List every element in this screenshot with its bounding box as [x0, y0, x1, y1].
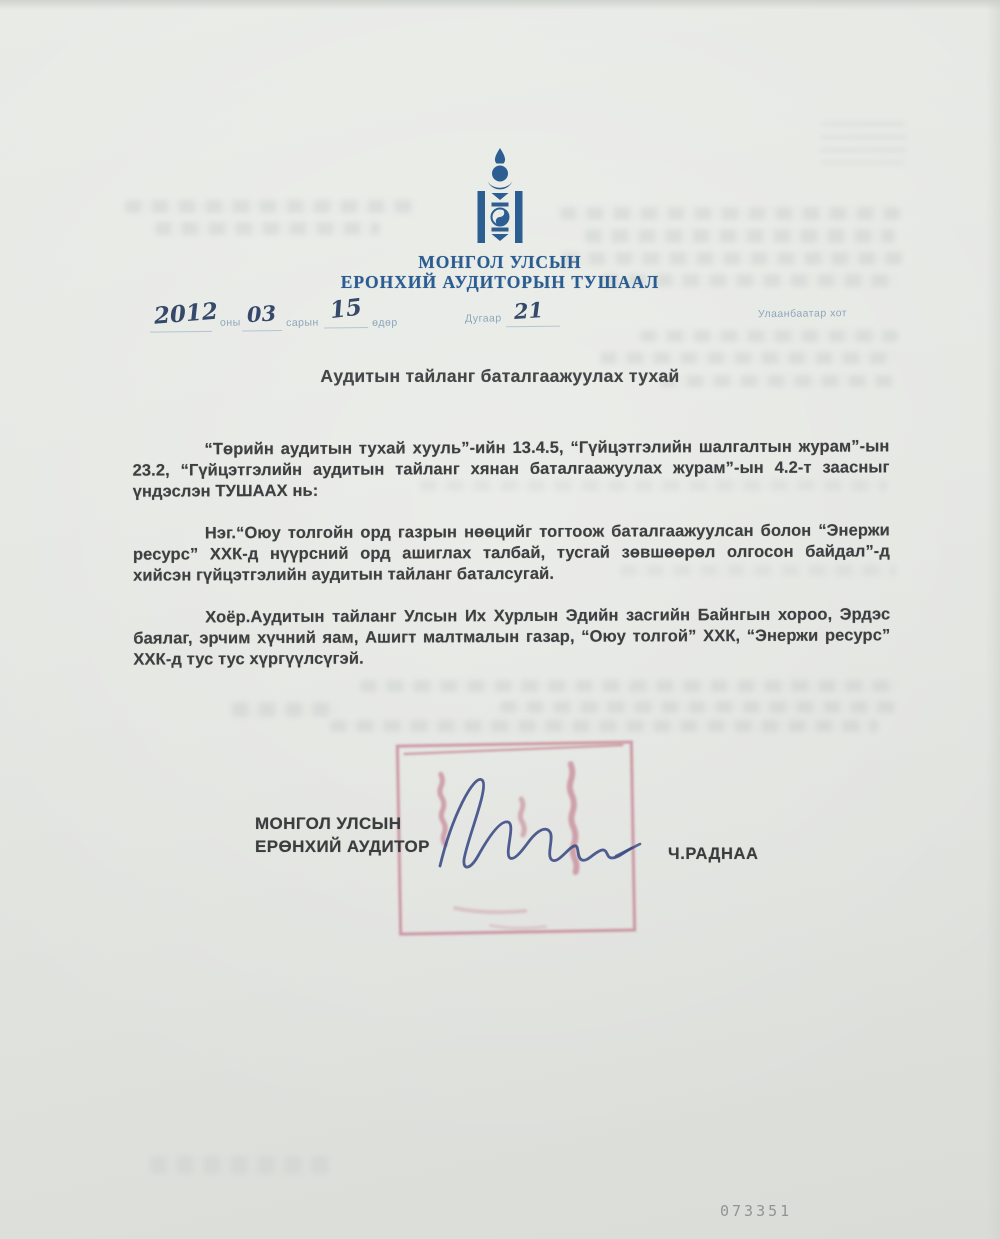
- handwritten-month: 03: [246, 300, 277, 328]
- handwritten-year: 2012: [152, 297, 219, 330]
- bleed-through-smudge: [232, 702, 340, 717]
- title-line-1: МОНГОЛ УЛСЫН: [418, 252, 582, 272]
- paragraph-one: Нэг.“Оюу толгойн орд газрын нөөцийг тогтоож баталгаажуулсан болон “Энержи ресурс” ХХК-д нүүрсний орд ашиглах талбай, тусгай зөвшөөрөл олгосон байдал”-д хийсэн гүйцэтгэлийн аудитын тайланг баталсугай.: [132, 521, 890, 585]
- paragraph-preamble: “Төрийн аудитын тухай хууль”-ийн 13.4.5, “Гүйцэтгэлийн шалгалтын журам”-ын 23.2, “Гүйцэтгэлийн аудитын тайланг хянан баталгаажуулах журам”-ын 4.2-т заасныг үндэслэн ТУШААХ нь:: [132, 437, 890, 501]
- serial-number: 073351: [720, 1202, 793, 1220]
- year-label: оны: [219, 316, 241, 329]
- year-underline: [150, 331, 212, 333]
- signatory-title: [255, 812, 430, 858]
- bleed-through-smudge: [155, 222, 380, 235]
- signatory-name: Ч.РАДНАА: [668, 845, 759, 863]
- number-label: Дугаар: [464, 312, 502, 325]
- signatory-title-line-1: МОНГОЛ УЛСЫН: [255, 814, 402, 833]
- day-underline: [324, 327, 368, 329]
- day-label: өдөр: [371, 316, 398, 329]
- bleed-through-smudge: [150, 1156, 330, 1174]
- handwritten-day: 15: [328, 293, 364, 325]
- bleed-through-smudge: [125, 200, 415, 213]
- month-underline: [242, 330, 282, 331]
- number-underline: [506, 326, 560, 328]
- signature-scribble: [418, 748, 653, 896]
- bleed-through-smudge: [500, 701, 896, 713]
- signatory-title-line-2: ЕРӨНХИЙ АУДИТОР: [255, 837, 430, 856]
- bleed-through-smudge: [820, 122, 906, 164]
- city-label: Улаанбаатар хот: [757, 307, 848, 321]
- document-title: [0, 252, 1000, 292]
- bleed-through-smudge: [585, 229, 895, 243]
- month-label: сарын: [285, 316, 319, 329]
- title-line-2: ЕРОНХИЙ АУДИТОРЫН ТУШААЛ: [340, 272, 660, 292]
- paragraph-two: Хоёр.Аудитын тайланг Улсын Их Хурлын Эдийн засгийн Байнгын хороо, Эрдэс баялаг, эрчим хүчний яам, Ашигт малтмалын газар, “Оюу толгой” ХХК, “Энержи ресурс” ХХК-д тус тус хүргүүлсүгэй.: [133, 605, 891, 669]
- soyombo-emblem-icon: [466, 147, 534, 245]
- handwritten-number: 21: [513, 297, 544, 324]
- body-text: [132, 436, 890, 691]
- bleed-through-smudge: [560, 207, 900, 220]
- subject-line: Аудитын тайланг баталгаажуулах тухай: [320, 366, 680, 386]
- bleed-through-smudge: [600, 352, 896, 364]
- bleed-through-smudge: [330, 720, 878, 732]
